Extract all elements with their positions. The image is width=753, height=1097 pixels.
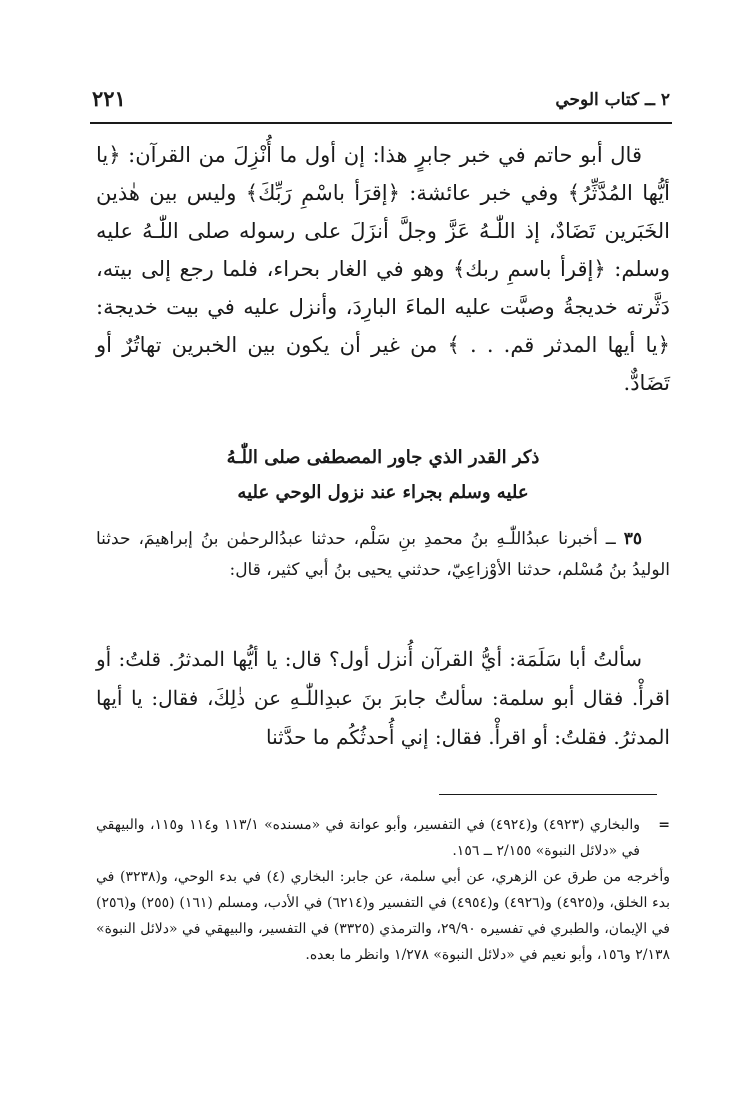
footnotes-section bbox=[96, 812, 670, 968]
section-heading-line-2: عليه وسلم بجراء عند نزول الوحي عليه bbox=[237, 482, 529, 503]
header-divider bbox=[90, 122, 672, 124]
hadith-matn bbox=[96, 640, 670, 757]
hadith-number: ٣٥ bbox=[623, 529, 642, 549]
hadith-chain-paragraph bbox=[96, 524, 670, 586]
page-number: ٢٢١ bbox=[92, 86, 126, 111]
commentary-paragraph: قال أبو حاتم في خبر جابرٍ هذا: إن أول ما أُنْزِلَ من القرآن: ﴿يا أيُّها المُدَّثِّرُ﴾ وفي خبر عائشة: ﴿إقرَأ باسْمِ رَبِّكَ﴾ وليس بين هٰذين الخَبَرين تَضَادٌ، إذ اللّٰـهُ عَزَّ وجلَّ أنزَلَ على رسوله صلى اللّٰـهُ عليه وسلم: ﴿إقرأ باسمِ ربك﴾ وهو في الغار بحراء، فلما رجع إلى بيته، دَثَّرته خديجةُ وصبَّت عليه الماءَ البارِدَ، وأنزل عليه في بيت خديجة: ﴿يا أيها المدثر قم. . . ﴾ من غير أن يكون بين الخبرين تهاتُرٌ أو تَضَادٌّ. bbox=[96, 143, 670, 395]
footnote-paragraph-2: وأخرجه من طرق عن الزهري، عن أبي سلمة، عن جابر: البخاري (٤) في بدء الوحي، و(٣٢٣٨) في بدء الخلق، و(٤٩٢٥) و(٤٩٢٦) و(٤٩٥٤) في التفسير و(٦٢١٤) في الأدب، ومسلم (١٦١) (٢٥٥) و(٢٥٦) في الإيمان، والطبري في تفسيره ٢٩/٩٠، والترمذي (٣٣٢٥) في التفسير، والبيهقي في «دلائل النبوة» ٢/١٣٨ و١٥٦، وأبو نعيم في «دلائل النبوة» ١/٢٧٨ وانظر ما بعده. bbox=[96, 869, 671, 963]
hadith-text-paragraph: سألتُ أبا سَلَمَة: أيُّ القرآن أُنزل أول؟ قال: يا أيُّها المدثرُ. قلتُ: أو اقرأْ. فقال أبو سلمة: سألتُ جابرَ بنَ عبدِاللّٰـهِ عن ذٰلِكَ، فقال: يا أيها المدثرُ. فقلتُ: أو اقرأْ. فقال: إني أُحدثُكُم ما حدَّثنا bbox=[96, 647, 670, 749]
hadith-isnad bbox=[96, 524, 670, 586]
footnote-paragraph-1 bbox=[96, 812, 670, 864]
commentary-section bbox=[96, 136, 670, 402]
footnote-text-1: والبخاري (٤٩٢٣) و(٤٩٢٤) في التفسير، وأبو عوانة في «مسنده» ١١٣/١ و١١٤ و١١٥، والبيهقي في «دلائل النبوة» ٢/١٥٥ ــ ١٥٦. bbox=[96, 817, 640, 859]
section-heading-line-1: ذكر القدر الذي جاور المصطفى صلى اللّٰـهُ bbox=[226, 447, 540, 468]
chapter-title: ٢ ــ كتاب الوحي bbox=[555, 90, 670, 110]
section-heading bbox=[96, 440, 670, 510]
footnote-continuation-marker: = bbox=[658, 817, 670, 833]
hadith-chain-text: ــ أخبرنا عبدُاللّٰـهِ بنُ محمدِ بنِ سَلْم، حدثنا عبدُالرحمٰن بنُ إبراهيمَ، حدثنا الوليدُ بنُ مُسْلم، حدثنا الأوْزاعِيّ، حدثني يحيى بنُ أبي كثير، قال: bbox=[96, 529, 670, 580]
running-header bbox=[92, 86, 670, 116]
footnote-divider bbox=[439, 794, 657, 795]
